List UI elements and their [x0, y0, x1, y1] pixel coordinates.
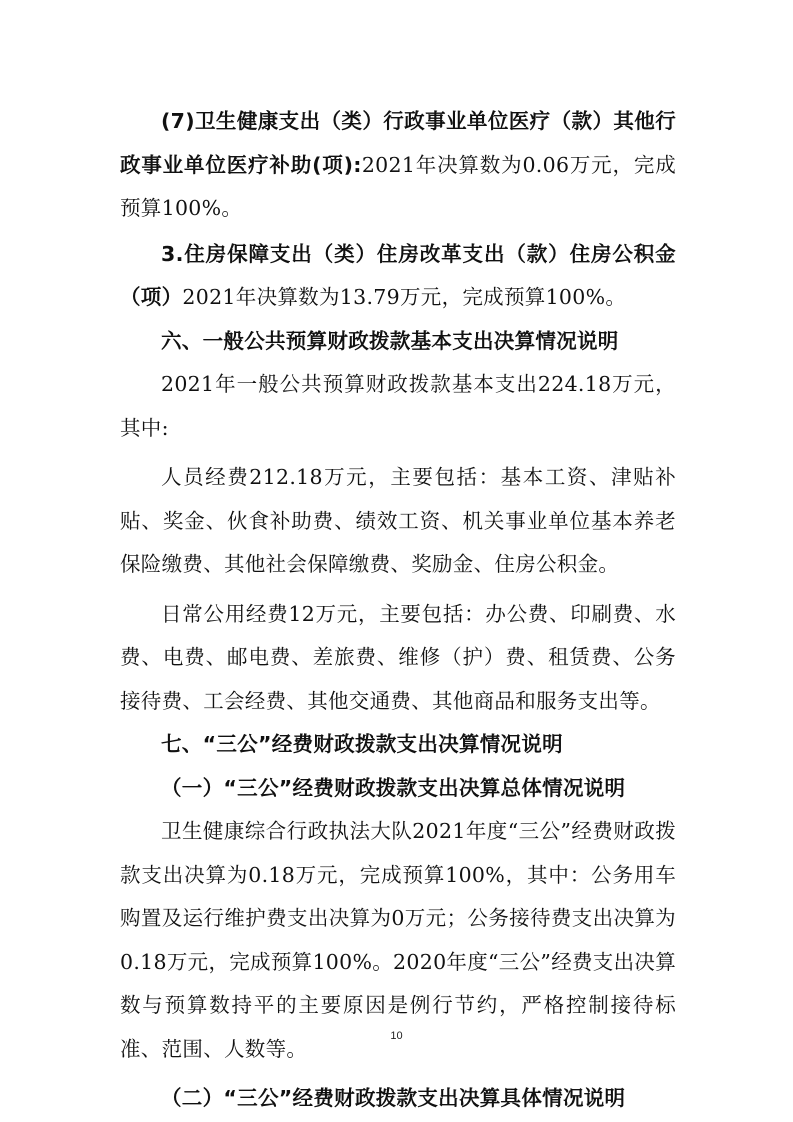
paragraph-three-public-overall: 卫生健康综合行政执法大队2021年度“三公”经费财政拨款支出决算为0.18万元，完成预算100%，其中：公务用车购置及运行维护费支出决算为0万元；公务接待费支出决算为0.18万元，完成预算100%。2020年度“三公”经费支出决算数与预算数持平的主要原因是例行节约，严格控制接待标准、范围、人数等。: [120, 819, 676, 1061]
subsection-heading-7-2: （二）“三公”经费财政拨款支出决算具体情况说明: [161, 1086, 626, 1110]
paragraph-housing-fund: [120, 233, 676, 320]
subsection-heading-7-1: （一）“三公”经费财政拨款支出决算总体情况说明: [161, 775, 626, 800]
item-text-housing-fund: 2021年决算数为13.79万元，完成预算100%。: [182, 285, 627, 309]
paragraph-basic-expenditure: 2021年一般公共预算财政拨款基本支出224.18万元，其中:: [120, 372, 676, 440]
item-title-housing-fund: 3.住房保障支出（类）住房改革支出（款）住房公积金（项）: [120, 241, 676, 309]
paragraph-personnel-expenses: 人员经费212.18万元，主要包括：基本工资、津贴补贴、奖金、伙食补助费、绩效工资、机关事业单位基本养老保险缴费、其他社会保障缴费、奖励金、住房公积金。: [120, 465, 676, 576]
section-heading-7: 七、“三公”经费财政拨款支出决算情况说明: [161, 732, 563, 756]
section-heading-6: 六、一般公共预算财政拨款基本支出决算情况说明: [161, 328, 619, 353]
item-title-medical-subsidy: (7)卫生健康支出（类）行政事业单位医疗（款）其他行政事业单位医疗补助(项):: [120, 109, 676, 177]
item-text-medical-subsidy: 2021年决算数为0.06万元，完成预算100%。: [120, 152, 676, 220]
paragraph-medical-subsidy: [120, 100, 676, 231]
page-content: [120, 100, 676, 1121]
page-number: 10: [390, 1030, 403, 1042]
paragraph-public-expenses: 日常公用经费12万元，主要包括：办公费、印刷费、水费、电费、邮电费、差旅费、维修（护）费、租赁费、公务接待费、工会经费、其他交通费、其他商品和服务支出等。: [120, 601, 676, 713]
